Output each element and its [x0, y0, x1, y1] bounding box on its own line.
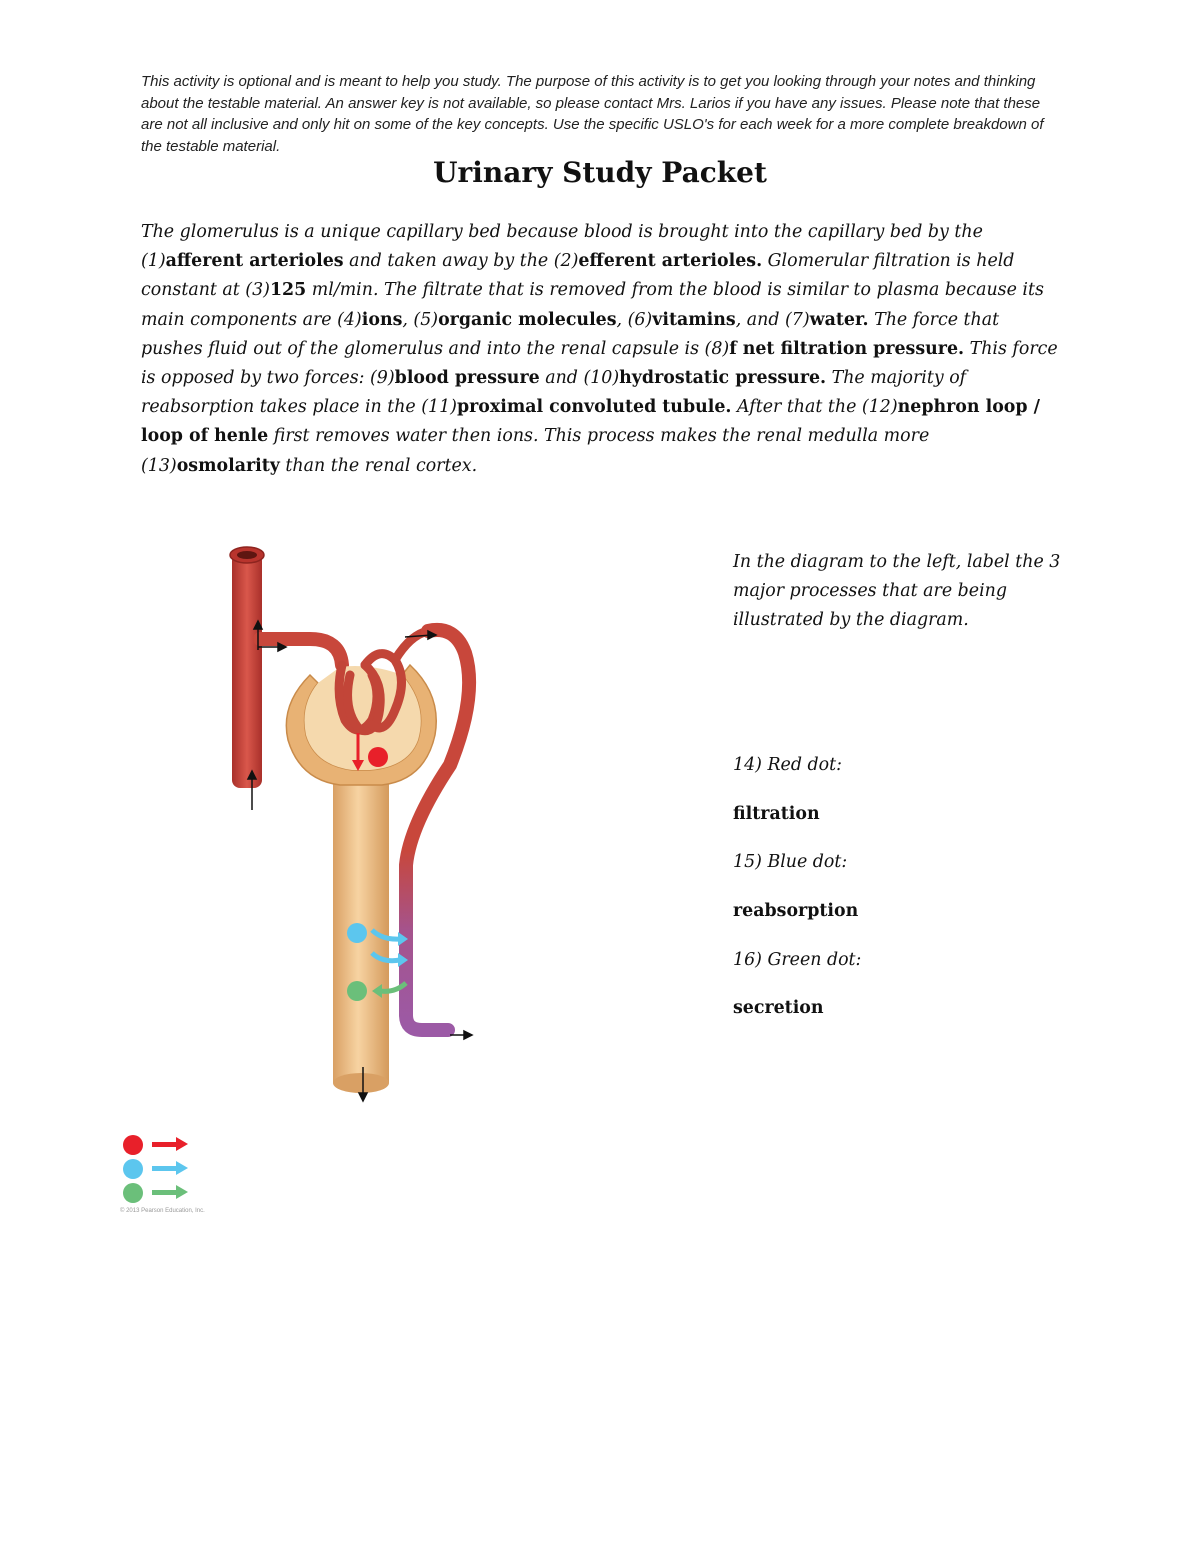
- legend: [123, 1135, 188, 1203]
- para-text: The force that pushes fluid out of the glomerulus and into the renal capsule is (8): [141, 309, 1000, 359]
- para-text: , and (7): [735, 309, 810, 330]
- question-14-answer: filtration: [733, 804, 820, 824]
- answer-6: vitamins: [652, 309, 736, 330]
- answer-3: 125: [269, 280, 307, 301]
- answer-11: proximal convoluted tubule.: [456, 397, 732, 418]
- para-text: ml/min. The filtrate that is removed from the blood is similar to plasma because its main components are (4): [141, 280, 1044, 330]
- answer-7: water.: [809, 309, 869, 330]
- answer-12: nephron loop / loop of henle: [141, 397, 1040, 447]
- para-text: , (6): [616, 309, 653, 330]
- para-text: The glomerulus is a unique capillary bed because blood is brought into the capillary bed by the (1): [141, 222, 983, 272]
- answer-9: blood pressure: [394, 368, 540, 389]
- answer-8: f net filtration pressure.: [729, 338, 965, 359]
- para-text: Glomerular filtration is held constant at (3): [141, 251, 1015, 301]
- page-title: Urinary Study Packet: [433, 156, 767, 189]
- para-text: than the renal cortex.: [279, 455, 478, 476]
- fill-in-paragraph: [141, 218, 1061, 481]
- afferent-arteriole: [260, 639, 342, 665]
- para-text: The majority of reabsorption takes place in the (11): [141, 368, 967, 418]
- answer-10: hydrostatic pressure.: [619, 368, 827, 389]
- answer-4: ions: [361, 309, 403, 330]
- para-text: and taken away by the (2): [343, 251, 579, 272]
- question-14-label: 14) Red dot:: [733, 755, 842, 775]
- blood-vessel: [230, 547, 264, 788]
- answer-5: organic molecules: [438, 309, 617, 330]
- diagram-instruction: In the diagram to the left, label the 3 major processes that are being illustrated by the diagram.: [733, 552, 1061, 631]
- answer-13: osmolarity: [176, 455, 280, 476]
- nephron-diagram: [110, 535, 490, 1225]
- image-credit: © 2013 Pearson Education, Inc.: [120, 1208, 205, 1214]
- para-text: and (10): [539, 368, 620, 389]
- para-text: , (5): [402, 309, 439, 330]
- answer-1: afferent arterioles: [165, 251, 344, 272]
- question-15-answer: reabsorption: [733, 901, 859, 921]
- para-text: After that the (12): [731, 397, 898, 418]
- question-15-label: 15) Blue dot:: [733, 852, 848, 872]
- intro-note: This activity is optional and is meant to help you study. The purpose of this activity is to get you looking through your notes and thinking about the testable material. An answer key is not available, so please contact Mrs. Larios if you have any issues. Please note that these are not all inclusive and only hit on some of the key concepts. Use the specific USLO's for each week for a more complete breakdown of the testable material.: [141, 73, 1044, 155]
- question-16-label: 16) Green dot:: [733, 950, 862, 970]
- para-text: first removes water then ions. This process makes the renal medulla more (13): [141, 426, 930, 476]
- question-16-answer: secretion: [733, 998, 824, 1018]
- renal-tubule: [333, 745, 389, 1093]
- answer-2: efferent arterioles.: [578, 251, 763, 272]
- para-text: This force is opposed by two forces: (9): [141, 338, 1058, 389]
